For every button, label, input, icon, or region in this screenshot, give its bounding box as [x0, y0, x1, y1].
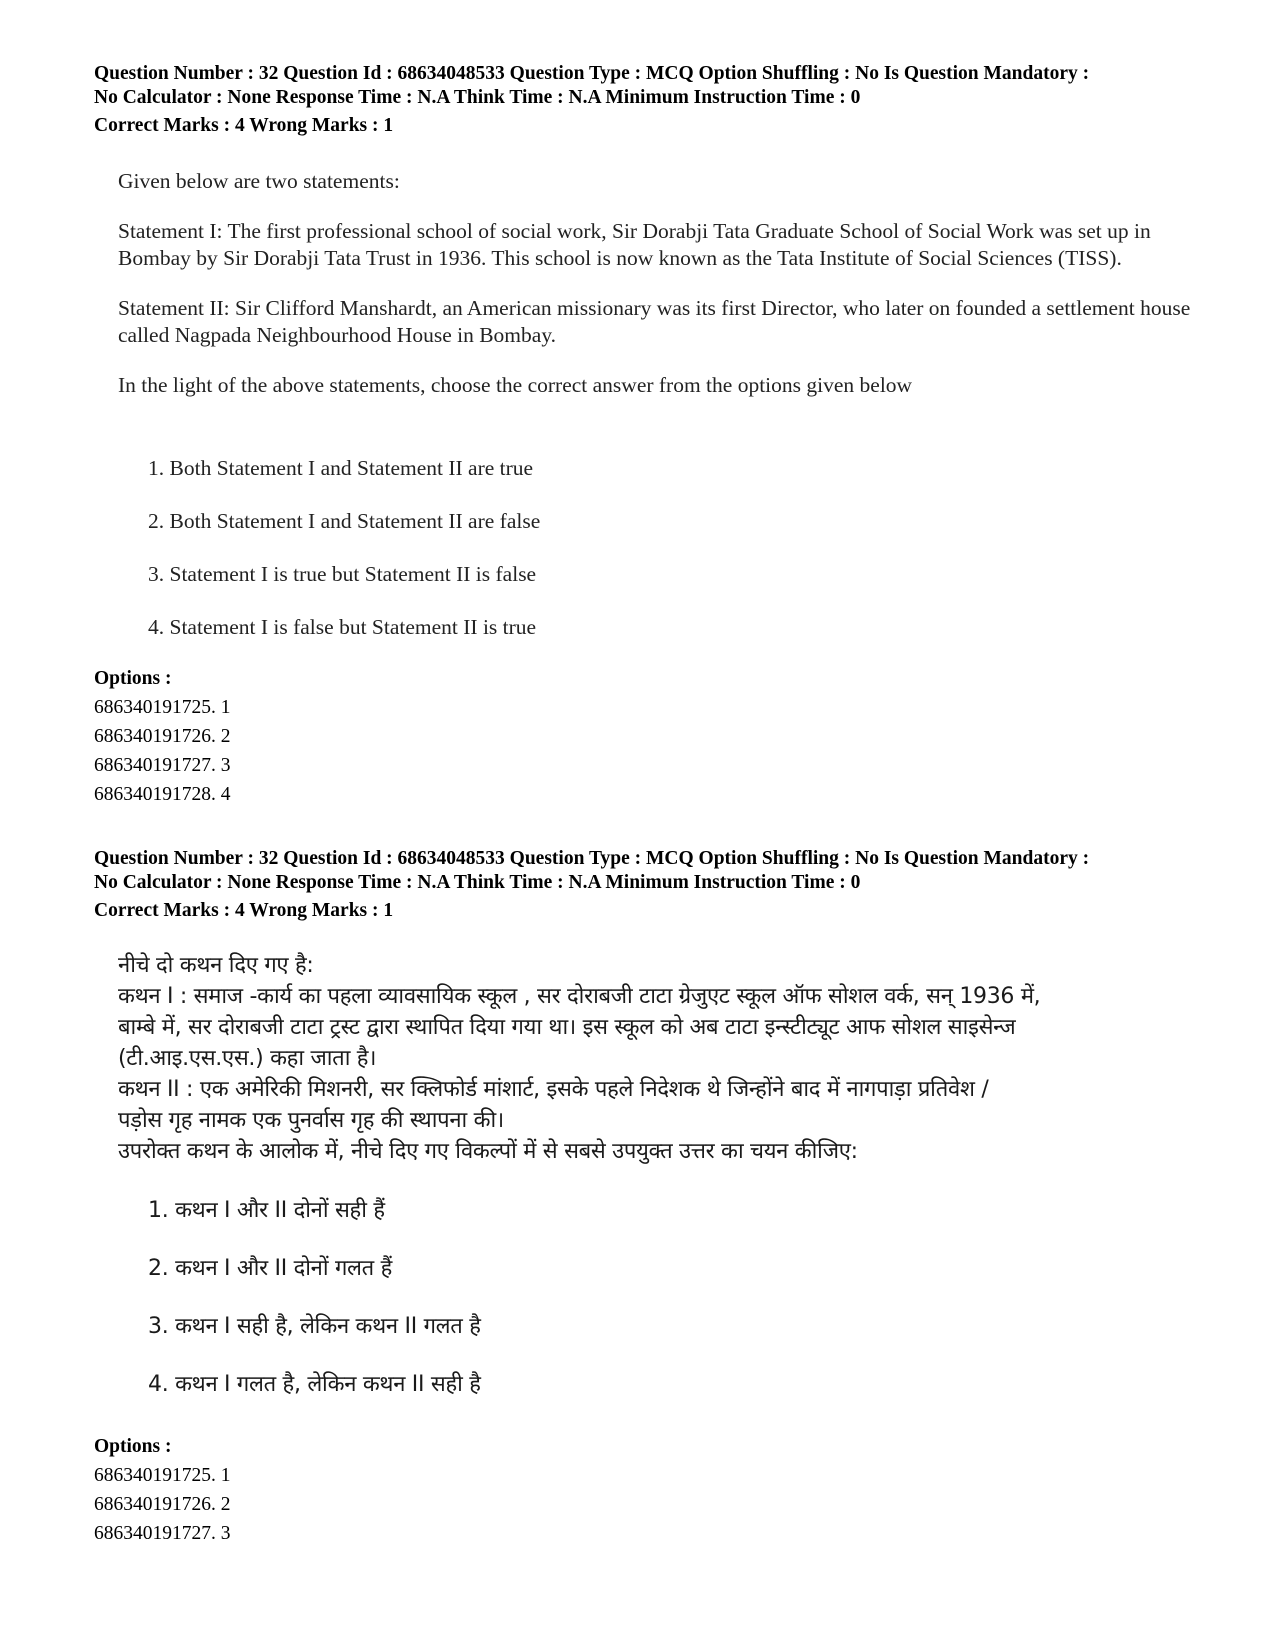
choice-item: 3. कथन I सही है, लेकिन कथन II गलत है	[148, 1314, 481, 1339]
hindi-line: बाम्बे में, सर दोराबजी टाटा ट्रस्ट द्वारा स्थापित दिया गया था। इस स्कूल को अब टाटा इन्स्टीट्यूट आफ सोशल साइसेन्ज	[118, 1015, 1016, 1040]
meta-line: Question Number : 32 Question Id : 68634048533 Question Type : MCQ Option Shuffling : No Is Question Mandatory :	[94, 63, 1090, 84]
question-text-hindi	[118, 950, 1198, 1397]
choice-item: 2. कथन I और II दोनों गलत हैं	[148, 1256, 392, 1281]
meta-line: Question Number : 32 Question Id : 68634048533 Question Type : MCQ Option Shuffling : No Is Question Mandatory :	[94, 848, 1090, 869]
hindi-line: नीचे दो कथन दिए गए है:	[118, 953, 314, 978]
option-id: 686340191727. 3	[94, 1523, 231, 1544]
options-label: Options :	[94, 668, 172, 689]
options-list	[94, 693, 231, 809]
option-id: 686340191725. 1	[94, 697, 231, 718]
options-list	[94, 1461, 231, 1548]
choice-item: 3. Statement I is true but Statement II is false	[148, 562, 537, 586]
choice-item: 2. Both Statement I and Statement II are false	[148, 509, 541, 533]
meta-line: No Calculator : None Response Time : N.A Think Time : N.A Minimum Instruction Time : 0	[94, 87, 861, 108]
marks-line: Correct Marks : 4 Wrong Marks : 1	[94, 900, 394, 921]
choice-item: 1. Both Statement I and Statement II are true	[148, 456, 534, 480]
hindi-line: कथन II : एक अमेरिकी मिशनरी, सर क्लिफोर्ड मांशार्ट, इसके पहले निदेशक थे जिन्होंने बाद में नागपाड़ा प्रतिवेश /	[118, 1077, 989, 1102]
question-prompt: In the light of the above statements, choose the correct answer from the options given below	[118, 373, 913, 397]
marks-line: Correct Marks : 4 Wrong Marks : 1	[94, 115, 394, 136]
statement-2: Statement II: Sir Clifford Manshardt, an American missionary was its first Director, who later on founded a settlement house called Nagpada Neighbourhood House in Bombay.	[118, 296, 1191, 347]
question-text-english	[118, 168, 1198, 639]
question-intro: Given below are two statements:	[118, 169, 400, 193]
question-meta-1	[94, 62, 1214, 138]
option-id: 686340191728. 4	[94, 784, 231, 805]
question-meta-2	[94, 847, 1214, 923]
meta-line: No Calculator : None Response Time : N.A Think Time : N.A Minimum Instruction Time : 0	[94, 872, 861, 893]
choice-item: 1. कथन I और II दोनों सही हैं	[148, 1198, 385, 1223]
option-id: 686340191725. 1	[94, 1465, 231, 1486]
hindi-line: (टी.आइ.एस.एस.) कहा जाता है।	[118, 1046, 377, 1071]
choice-item: 4. Statement I is false but Statement II is true	[148, 615, 537, 639]
choice-item: 4. कथन I गलत है, लेकिन कथन II सही है	[148, 1372, 481, 1397]
statement-1: Statement I: The first professional school of social work, Sir Dorabji Tata Graduate School of Social Work was set up in Bombay by Sir Dorabji Tata Trust in 1936. This school is now known as the Tata Institute of Social Sciences (TISS).	[118, 219, 1151, 270]
option-id: 686340191726. 2	[94, 1494, 231, 1515]
hindi-line: उपरोक्त कथन के आलोक में, नीचे दिए गए विकल्पों में से सबसे उपयुक्त उत्तर का चयन कीजिए:	[118, 1139, 858, 1164]
options-label: Options :	[94, 1436, 172, 1457]
hindi-line: पड़ोस गृह नामक एक पुनर्वास गृह की स्थापना की।	[118, 1108, 504, 1133]
hindi-line: कथन I : समाज -कार्य का पहला व्यावसायिक स्कूल , सर दोराबजी टाटा ग्रेजुएट स्कूल ऑफ सोशल वर्क, सन् 1936 में,	[118, 984, 1041, 1009]
option-id: 686340191727. 3	[94, 755, 231, 776]
option-id: 686340191726. 2	[94, 726, 231, 747]
